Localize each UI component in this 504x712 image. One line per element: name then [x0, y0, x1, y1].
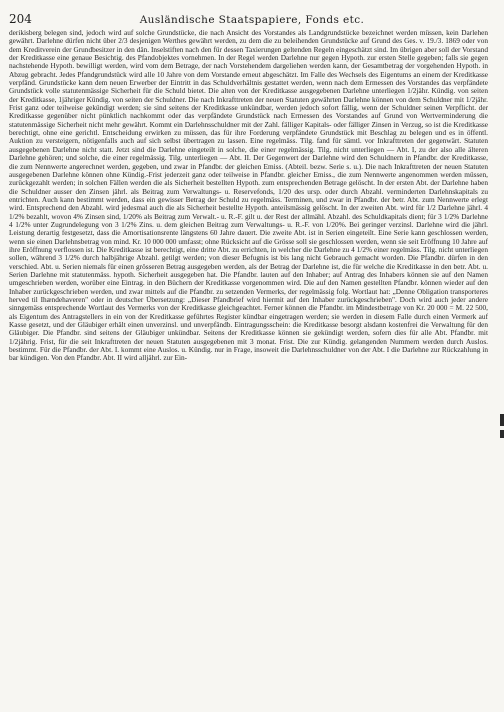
margin-mark	[500, 430, 504, 438]
page-header	[9, 12, 495, 26]
body-text	[9, 29, 488, 709]
page-number: 204	[9, 12, 32, 26]
body-paragraph: derikisberg belegen sind, jedoch wird auf solche Grundstücke, die nach Ansicht des Vorstandes als Landgrundstücke bezeichnet werden müssen, kein Darlehen gewährt. Darlehne dürfen nicht über 2/3 desjenigen Werthes gewährt werden, zu dem die zu beleihenden Grundstücke auf Grund des Ges. v. 19./3. 1869 oder von dem Kreditverein der Grundbesitzer in den dän. Inselstiften nach den für dessen Taxierungen geltenden Regeln eingeschätzt sind. Im übrigen aber soll der Vorstand der Kreditkasse eine genaue Besichtig. des Pfandobjektes vornehmen. In der Regel werden Darlehne nur gegen Hypoth. zur ersten Stelle gegeben; falls sie gegen nachstehende Hypoth. bewilligt werden, wird vom dem Betrage, der nach Vorstehendem dargeliehen werden kann, der Gesamtbetrag der vorgehenden Hypoth. in Abzug gebracht. Jedes Pfandgrundstück wird alle 10 Jahre von dem Vorstande erneut abgeschätzt. Im Falle des Wechsels des Eigentums an einem der Kreditkasse verpfänd. Grundstücke kann dem neuen Erwerber der Eintritt in das Schuldverhältnis gestattet werden, wenn nach dem Ermessen des Vorstandes das verpfändete Grundstück volle statutenmässige Sicherheit für die Schuld bietet. Die alten von der Kreditkasse ausgegebenen Darlehne unterliegen 1/2jähr. Kündig. von seiten der Kreditkasse, 1jähriger Kündig. von seiten der Schuldner. Die nach Inkrafttreten der neuen Statuten gewährten Darlehne können von dem Schuldner mit 1/2jähr. Frist ganz oder teilweise gekündigt werden; sie sind seitens der Kreditkasse unkündbar, werden jedoch sofort fällig, wenn der Schuldner seinen Verpflicht. der Kreditkasse gegenüber nicht pünktlich nachkommt oder das verpfändete Grundstück nach Ermessen des Vorstandes auf Grund von Wertverminderung die statutenmässige Sicherheit nicht mehr gewährt. Kommt ein Darlehnsschuldner mit der Zahl. fälliger Kapitals- oder fälliger Zinsen in Verzug, so ist die Kreditkasse berechtigt, ohne eine gerichtl. Entscheidung erwirken zu müssen, das für ihre Forderung verpfändete Grundstück mit Beschlag zu belegen und es in öffentl. Auktion zu versteigern, nötigenfalls auch auf sich selbst übertragen zu lassen. Eine regelmäss. Tilg. fand für sämtl. vor Inkrafttreten der gegenwärt. Statuten ausgegebenen Darlehne nicht statt. Jetzt sind die Darlehne eingeteilt in solche, die einer regelmässig. Tilg. nicht unterliegen — Abt. I, zu der also alle älteren Darlehne gehören; und solche, die einer regelmässig. Tilg. unterliegen — Abt. II. Der Gegenwert der Darlehne wird den Schuldnern in Pfandbr. der Kreditkasse, die zum Nennwerte angerechnet werden, gegeben, und zwar in Pfandbr. der gleichen Emiss. (Abteil. bezw. Serie s. u.). Die nach Inkrafttreten der neuen Statuten ausgegebenen Darlehne können ohne Kündig.-Frist jederzeit ganz oder teilweise in Pfandbr. gleicher Emiss., die zum Nennwerte angenommen werden müssen, zurückgezahlt werden; in solchen Fällen werden die als Sicherheit bestellten Hypoth. zum entsprechenden Betrage gelöscht. In der ersten Abt. der Darlehne haben die Schuldner ausser den Zinsen jährl. als Beitrag zum Verwaltungs- u. Reservefonds, 1/20 des ursp. oder durch Abzahl. verminderten Darlehnskapitals zu entrichten. Auch kann bestimmt werden, dass ein gewisser Betrag der Schuld zu regelmäss. Terminen, und zwar in Pfandbr. der betr. Abt. zum Nennwerte erlegt wird. Entsprechend den Abzahl. wird jedesmal auch die als Sicherheit bestellte Hypoth. anteilsmässig gelöscht. In der zweiten Abt. wird für 1/2 Darlehne jährl. 4 1/2% bezahlt, wovon 4% Zinsen sind, 1/20% als Beitrag zum Verwalt.- u. R.-F. gilt u. der Rest der allmähl. Abzahl. des Schuldkapitals dient; für 3 1/2% Darlehne 4 1/2% unter Zugrundelegung von 3 1/2% Zins. u. dem gleichen Beitrag zum Verwaltungs- u. R.-F. von 1/20%. Bei geringer verzinsl. Darlehne wird die jährl. Leistung derartig festgesetzt, dass die Amortisationsrente längstens 60 Jahre dauert. Die zweite Abt. ist in Serien eingeteilt. Eine Serie kann geschlossen werden, wenn sie einen Darlehnsbetrag von mind. Kr. 10 000 000 umfasst; ohne Rücksicht auf die Grösse soll sie geschlossen werden, wenn sie seit Eröffnung 10 Jahre auf ihre Eröffnung verflossen ist. Die Kreditkasse ist berechtigt, eine dritte Abt. zu errichten, in welcher die Darlehne zu 4 1/2% einer regelmäss. Tilg. nicht unterliegen sollen, während 3 1/2% durch halbjährige Abzahl. getilgt werden; von dieser Befugnis ist bis lang nicht Gebrauch gemacht worden. Die Pfandbr. dürfen in den verschied. Abt. u. Serien niemals für einen grösseren Betrag ausgegeben werden, als der Betrag der Darlehne ist, die für welche die Kreditkasse in den betr. Abt. u. Serien Darlehne mit statutenmäss. hypoth. Sicherheit ausgegeben hat. Die Pfandbr. lauten auf den Inhaber; auf Antrag des Inhabers können sie auf den Namen umgeschrieben werden, worüber eine Eintrag. in den Büchern der Kreditkasse vorgenommen wird. Die auf den Namen gestellten Pfandbr. können wieder auf den Inhaber zurückgeschrieben werden, und zwar mittels auf die Pfandbr. zu setzenden Vermerks, der regelmässig folg. Wortlaut hat: „Denne Obligation transporteres herved til Ihændehaveren" oder in deutscher Übersetzung: „Dieser Pfandbrief wird hiermit auf den Inhaber zurückgeschrieben". Doch wird auch jeder andere sinngemäss entsprechende Wortlaut des Vermerks von der Kreditkasse gleichgeachtet. Ferner können die Pfandbr. im Mindestbetrage von Kr. 20 000 = M. 22 500, als Eigentum des Antragstellers in ein von der Kreditkasse geführtes Register kündbar eingetragen werden; sie werden in diesem Falle durch einen Vermerk auf Kasse gesetzt, und der Gläubiger erhält einen unverzinsl. und unverpfändb. Eintragungsschein: die Kreditkasse besorgt alsdann kostenfrei die Verwaltung für den Gläubiger. Die Pfandbr. sind seitens der Gläubiger unkündbar. Seitens der Kreditkasse können sie gekündigt werden, sofern dies für alle Abt. Pfandbr. mit 1/2jährig. Frist, für die seit Inkrafttreten der neuen Statuten ausgegebenen mit 3 monat. Frist. Die zur Kündig. gelangenden Nummern werden durch Auslos. bestimmt. Für die Pfandbr. der Abt. I. kommt eine Auslos. u. Kündig. nur in Frage, insoweit die Darlehnsschuldner von der Abt. I die Darlehne zur Rückzahlung in bar kündigen. Von den Pfandbr. Abt. II wird alljährl. zur Ein-	[9, 29, 488, 363]
running-title: Ausländische Staatspapiere, Fonds etc.	[139, 14, 365, 26]
margin-mark	[500, 414, 504, 426]
